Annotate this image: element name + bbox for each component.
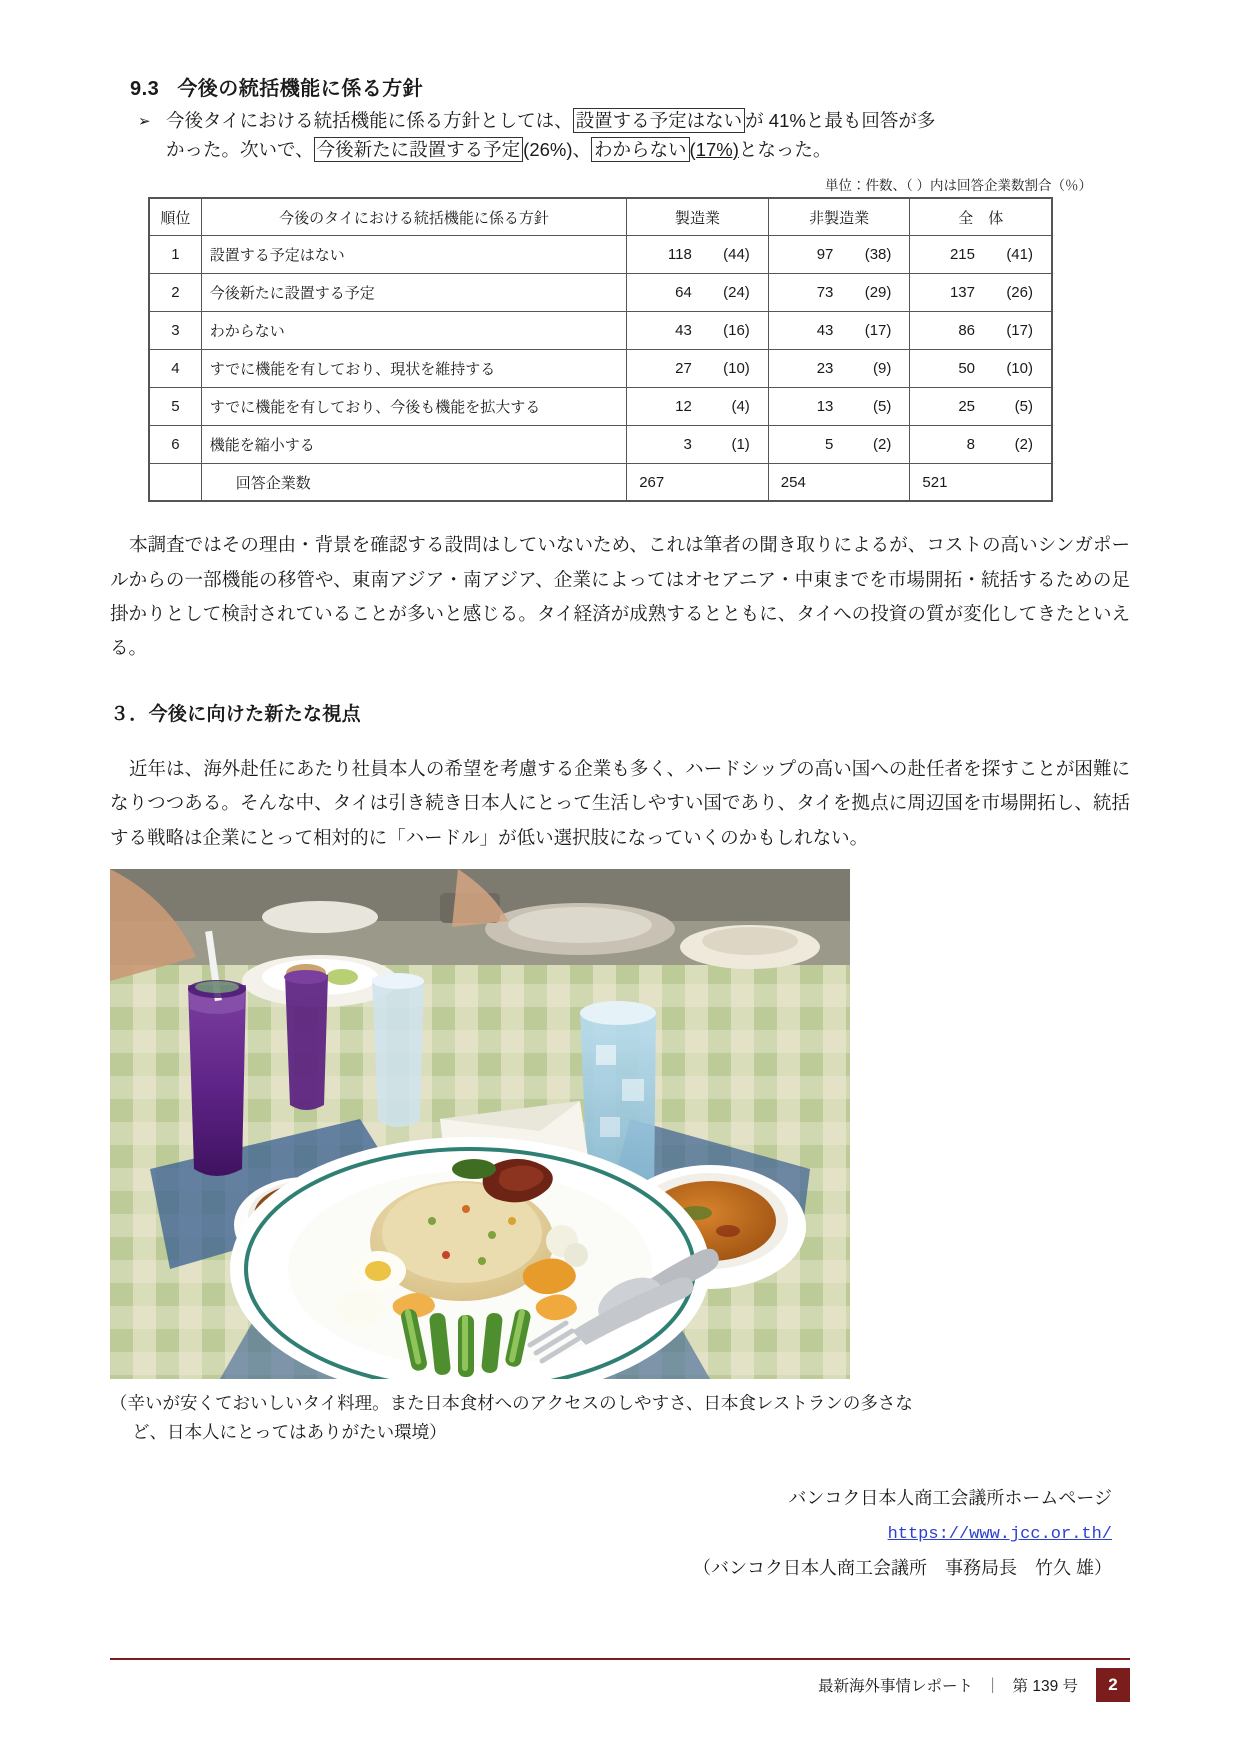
table-row	[149, 236, 1052, 274]
cell-mfg-pct: (16)	[723, 322, 750, 340]
cell-total	[910, 274, 1052, 312]
cell-nonmfg	[768, 312, 910, 350]
cell-total	[910, 388, 1052, 426]
cell-nonmfg-pct: (9)	[873, 360, 892, 378]
cell-mfg	[627, 274, 769, 312]
credit-organization: バンコク日本人商工会議所ホームページ	[788, 1487, 1112, 1508]
cell-mfg	[627, 350, 769, 388]
cell-total-value: 50	[958, 360, 975, 378]
cell-mfg-pct: (4)	[731, 398, 750, 416]
cell-item: 設置する予定はない	[201, 236, 626, 274]
cell-item: 機能を縮小する	[201, 426, 626, 464]
page-footer	[110, 1658, 1130, 1702]
cell-mfg	[627, 426, 769, 464]
table-row	[149, 350, 1052, 388]
cell-mfg	[627, 312, 769, 350]
cell-nonmfg	[768, 388, 910, 426]
cell-nonmfg	[768, 426, 910, 464]
bullet-highlight-1: 設置する予定はない	[573, 108, 746, 133]
body-paragraph-1: 本調査ではその理由・背景を確認する設問はしていないため、これは筆者の聞き取りによるが、コストの高いシンガポールからの一部機能の移管や、東南アジア・南アジア、企業によってはオセアニア・中東までを市場開拓・統括するための足掛かりとして検討されていることが多いと感じる。タイ経済が成熟するとともに、タイへの投資の質が変化してきたといえる。	[110, 534, 1130, 658]
cell-total	[910, 350, 1052, 388]
table-header-row	[149, 198, 1052, 236]
caption-line-1: （辛いが安くておいしいタイ料理。また日本食材へのアクセスのしやすさ、日本食レストランの多さな	[110, 1392, 913, 1413]
footer-report-title: 最新海外事情レポート	[817, 1678, 973, 1695]
cell-nonmfg-value: 5	[825, 436, 834, 454]
cell-total-value: 8	[966, 436, 975, 454]
cell-total-value: 25	[958, 398, 975, 416]
th-non-manufacturing: 非製造業	[768, 198, 910, 236]
bullet-arrow-icon: ➢	[138, 113, 151, 130]
bullet-highlight-3: わからない	[591, 137, 690, 162]
cell-mfg-value: 27	[675, 360, 692, 378]
cell-total-pct: (41)	[1006, 246, 1033, 264]
cell-total-pct: (26)	[1006, 284, 1033, 302]
cell-mfg-pct: (1)	[731, 436, 750, 454]
table-unit-note: 単位：件数、（ ）内は回答企業数割合（％）	[824, 178, 1092, 194]
cell-item: わからない	[201, 312, 626, 350]
th-manufacturing: 製造業	[627, 198, 769, 236]
jcc-website-link[interactable]: https://www.jcc.or.th/	[887, 1524, 1112, 1544]
cell-total-mfg: 267	[627, 464, 769, 502]
cell-rank: 6	[149, 426, 201, 464]
table-row	[149, 274, 1052, 312]
cell-total	[910, 426, 1052, 464]
cell-total-pct: (10)	[1006, 360, 1033, 378]
caption-line-2: ど、日本人にとってはありがたい環境）	[132, 1421, 447, 1442]
bullet-line2-d: となった。	[738, 138, 832, 160]
bullet-line2-a: かった。次いで、	[166, 138, 314, 160]
cell-total-value: 86	[958, 322, 975, 340]
cell-nonmfg-pct: (5)	[873, 398, 892, 416]
bullet-paragraph	[138, 107, 1130, 164]
cell-nonmfg	[768, 274, 910, 312]
cell-nonmfg-pct: (2)	[873, 436, 892, 454]
cell-mfg-pct: (10)	[723, 360, 750, 378]
survey-table	[148, 197, 1053, 502]
bullet-highlight-2: 今後新たに設置する予定	[314, 137, 524, 162]
photo-caption	[110, 1389, 1130, 1447]
section-heading	[130, 72, 1130, 101]
page-number-badge: 2	[1096, 1668, 1130, 1702]
table-row	[149, 426, 1052, 464]
credit-author: （バンコク日本人商工会議所 事務局長 竹久 雄）	[693, 1558, 1112, 1579]
cell-nonmfg-value: 23	[816, 360, 834, 378]
footer-separator: ｜	[985, 1678, 1001, 1695]
cell-total	[910, 312, 1052, 350]
bullet-line1-a: 今後タイにおける統括機能に係る方針としては、	[166, 110, 573, 131]
cell-mfg-value: 43	[675, 322, 692, 340]
bullet-text	[166, 107, 1130, 164]
cell-nonmfg-pct: (29)	[864, 284, 892, 302]
cell-mfg-value: 118	[667, 246, 692, 264]
bullet-line2-c: (17%)	[689, 138, 739, 160]
cell-mfg-value: 12	[675, 398, 692, 416]
cell-item: 今後新たに設置する予定	[201, 274, 626, 312]
cell-rank: 1	[149, 236, 201, 274]
bullet-line2-b: (26%)、	[523, 138, 592, 160]
subsection-heading: ３．今後に向けた新たな視点	[110, 704, 361, 726]
footer-issue-number: 第 139 号	[1012, 1678, 1078, 1695]
th-item: 今後のタイにおける統括機能に係る方針	[201, 198, 626, 236]
bullet-line-2	[166, 139, 831, 160]
cell-total-label: 回答企業数	[201, 464, 626, 502]
cell-rank: 2	[149, 274, 201, 312]
cell-rank: 5	[149, 388, 201, 426]
cell-nonmfg-value: 43	[816, 322, 834, 340]
cell-total-nonmfg: 254	[768, 464, 910, 502]
credits-block	[110, 1481, 1130, 1586]
cell-nonmfg	[768, 236, 910, 274]
cell-item: すでに機能を有しており、今後も機能を拡大する	[201, 388, 626, 426]
cell-total-all: 521	[910, 464, 1052, 502]
cell-total-pct: (2)	[1014, 436, 1033, 454]
section-title: 今後の統括機能に係る方針	[177, 78, 424, 100]
cell-total-pct: (17)	[1006, 322, 1033, 340]
table-row	[149, 312, 1052, 350]
cell-nonmfg-value: 13	[816, 398, 834, 416]
cell-nonmfg-value: 73	[816, 284, 834, 302]
th-rank: 順位	[149, 198, 201, 236]
cell-rank: 4	[149, 350, 201, 388]
cell-mfg	[627, 388, 769, 426]
cell-item: すでに機能を有しており、現状を維持する	[201, 350, 626, 388]
cell-rank: 3	[149, 312, 201, 350]
th-total: 全 体	[910, 198, 1052, 236]
cell-mfg	[627, 236, 769, 274]
cell-total-pct: (5)	[1014, 398, 1033, 416]
body-paragraph-2: 近年は、海外赴任にあたり社員本人の希望を考慮する企業も多く、ハードシップの高い国への赴任者を探すことが困難になりつつある。そんな中、タイは引き続き日本人にとって生活しやすい国であり、タイを拠点に周辺国を市場開拓し、統括する戦略は企業にとって相対的に「ハードル」が低い選択肢になっていくのかもしれない。	[110, 758, 1130, 848]
cell-nonmfg-pct: (38)	[864, 246, 892, 264]
table-total-row	[149, 464, 1052, 502]
cell-rank-empty	[149, 464, 201, 502]
cell-mfg-value: 3	[683, 436, 692, 454]
photo-graphic	[110, 869, 850, 1379]
cell-nonmfg-value: 97	[816, 246, 834, 264]
bullet-line-1	[166, 110, 935, 131]
bullet-line1-b: が 41%と最も回答が多	[745, 110, 936, 131]
cell-total	[910, 236, 1052, 274]
cell-total-value: 137	[949, 284, 975, 302]
cell-nonmfg-pct: (17)	[864, 322, 892, 340]
cell-mfg-pct: (24)	[723, 284, 750, 302]
table-row	[149, 388, 1052, 426]
cell-total-value: 215	[949, 246, 975, 264]
cell-mfg-value: 64	[675, 284, 692, 302]
cell-mfg-pct: (44)	[723, 246, 750, 264]
cell-nonmfg	[768, 350, 910, 388]
section-number: 9.3	[130, 78, 160, 100]
thai-meal-photo	[110, 869, 850, 1379]
